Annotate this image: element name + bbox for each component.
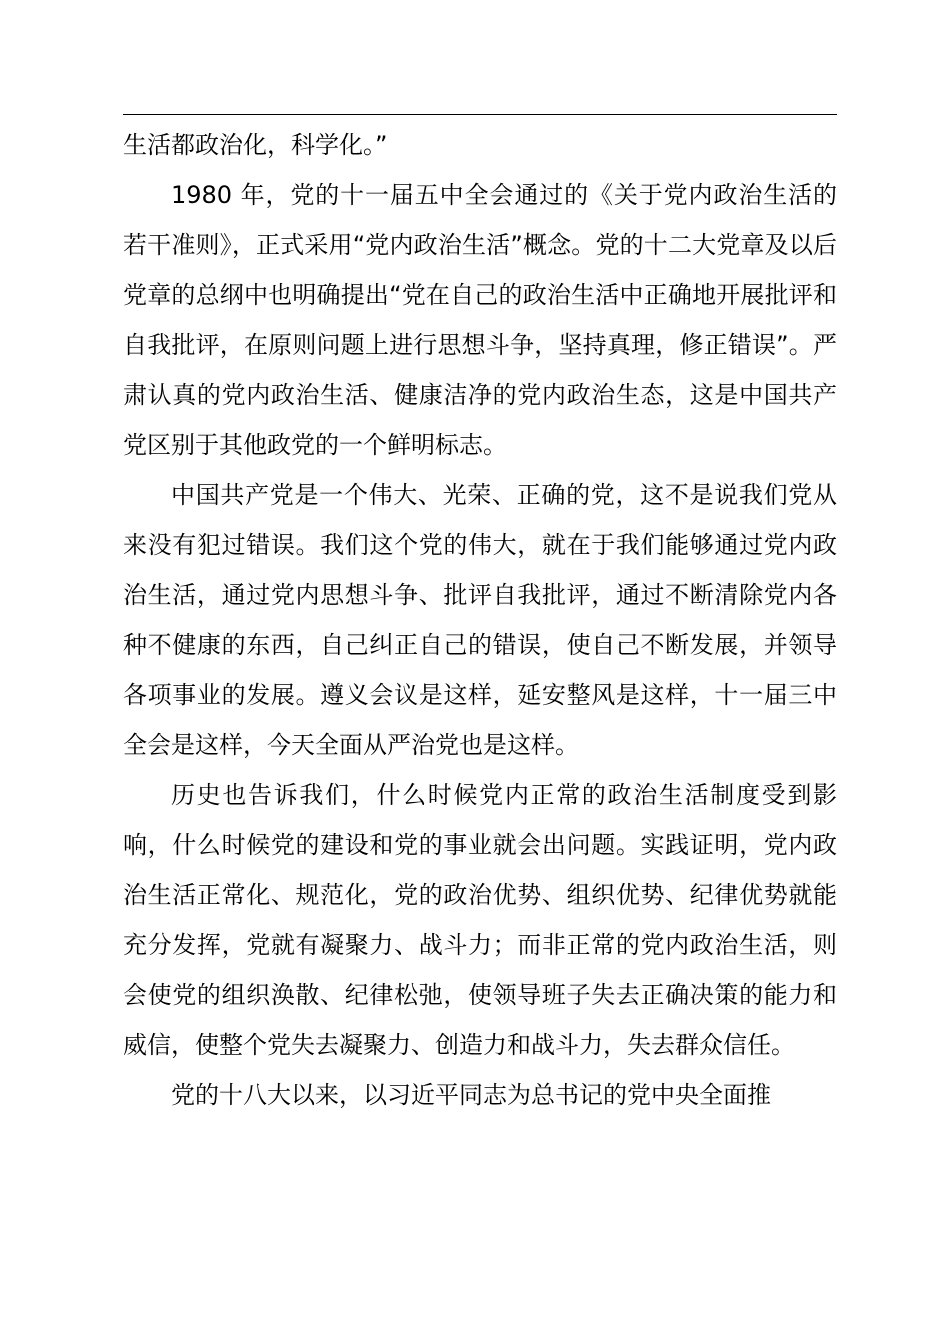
paragraph-1980-guidelines: 1980 年，党的十一届五中全会通过的《关于党内政治生活的若干准则》，正式采用“党内政治生活”概念。党的十二大党章及以后党章的总纲中也明确提出“党在自己的政治生活中正确地开展批评和自我批评，在原则问题上进行思想斗争，坚持真理，修正错误”。严肃认真的党内政治生活、健康洁净的党内政治生态，这是中国共产党区别于其他政党的一个鲜明标志。 bbox=[123, 181, 837, 459]
body-text bbox=[123, 120, 837, 1120]
header-rule bbox=[123, 114, 837, 115]
paragraph-party-greatness: 中国共产党是一个伟大、光荣、正确的党，这不是说我们党从来没有犯过错误。我们这个党的伟大，就在于我们能够通过党内政治生活，通过党内思想斗争、批评自我批评，通过不断清除党内各种不健康的东西，自己纠正自己的错误，使自己不断发展，并领导各项事业的发展。遵义会议是这样，延安整风是这样，十一届三中全会是这样，今天全面从严治党也是这样。 bbox=[123, 481, 837, 759]
paragraph-since-18th-congress: 党的十八大以来，以习近平同志为总书记的党中央全面推 bbox=[171, 1081, 771, 1109]
paragraph-continued: 生活都政治化，科学化。” bbox=[123, 131, 388, 159]
paragraph-history-lessons: 历史也告诉我们，什么时候党内正常的政治生活制度受到影响，什么时候党的建设和党的事业就会出问题。实践证明，党内政治生活正常化、规范化，党的政治优势、组织优势、纪律优势就能充分发挥，党就有凝聚力、战斗力；而非正常的党内政治生活，则会使党的组织涣散、纪律松弛，使领导班子失去正确决策的能力和威信，使整个党失去凝聚力、创造力和战斗力，失去群众信任。 bbox=[123, 781, 837, 1059]
